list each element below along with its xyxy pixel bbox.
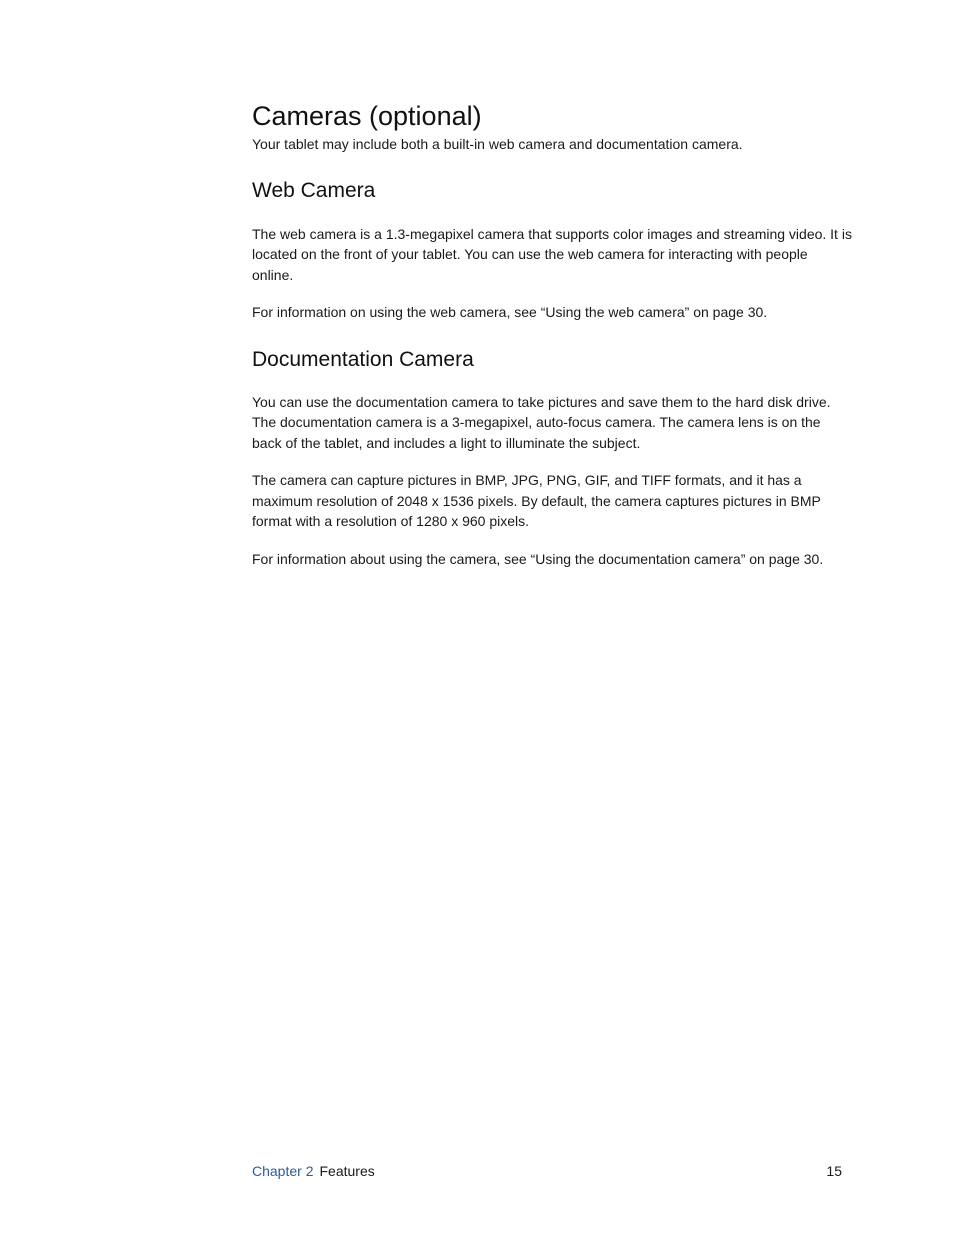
section-documentation-camera — [252, 347, 852, 570]
documentation-camera-reference: For information about using the camera, see “Using the documentation camera” on page 30. — [252, 550, 824, 567]
section-web-camera — [252, 178, 852, 322]
footer-chapter — [252, 1161, 375, 1181]
page-footer — [252, 1161, 842, 1181]
footer-page-number: 15 — [826, 1163, 842, 1179]
footer-chapter-title: Features — [319, 1163, 375, 1179]
intro-paragraph: Your tablet may include both a built-in web camera and documentation camera. — [252, 136, 743, 153]
web-camera-reference: For information on using the web camera, see “Using the web camera” on page 30. — [252, 304, 768, 321]
section-heading-documentation-camera: Documentation Camera — [252, 347, 474, 371]
page-content — [252, 100, 852, 586]
section-heading-web-camera: Web Camera — [252, 179, 376, 203]
web-camera-description: The web camera is a 1.3-megapixel camera that supports color images and streaming video. It is located on the front of your tablet. You can use the web camera for interacting with people online. — [252, 225, 852, 283]
documentation-camera-formats: The camera can capture pictures in BMP, JPG, PNG, GIF, and TIFF formats, and it has a maximum resolution of 2048 x 1536 pixels. By default, the camera captures pictures in BMP format with a resolution of 1280 x 960 pixels. — [252, 472, 821, 530]
page-title: Cameras (optional) — [252, 101, 482, 131]
footer-chapter-label: Chapter 2 — [252, 1163, 314, 1179]
documentation-camera-description: You can use the documentation camera to take pictures and save them to the hard disk drive. The documentation camera is a 3-megapixel, auto-focus camera. The camera lens is on the back of the tablet, and includes a light to illuminate the subject. — [252, 393, 831, 451]
